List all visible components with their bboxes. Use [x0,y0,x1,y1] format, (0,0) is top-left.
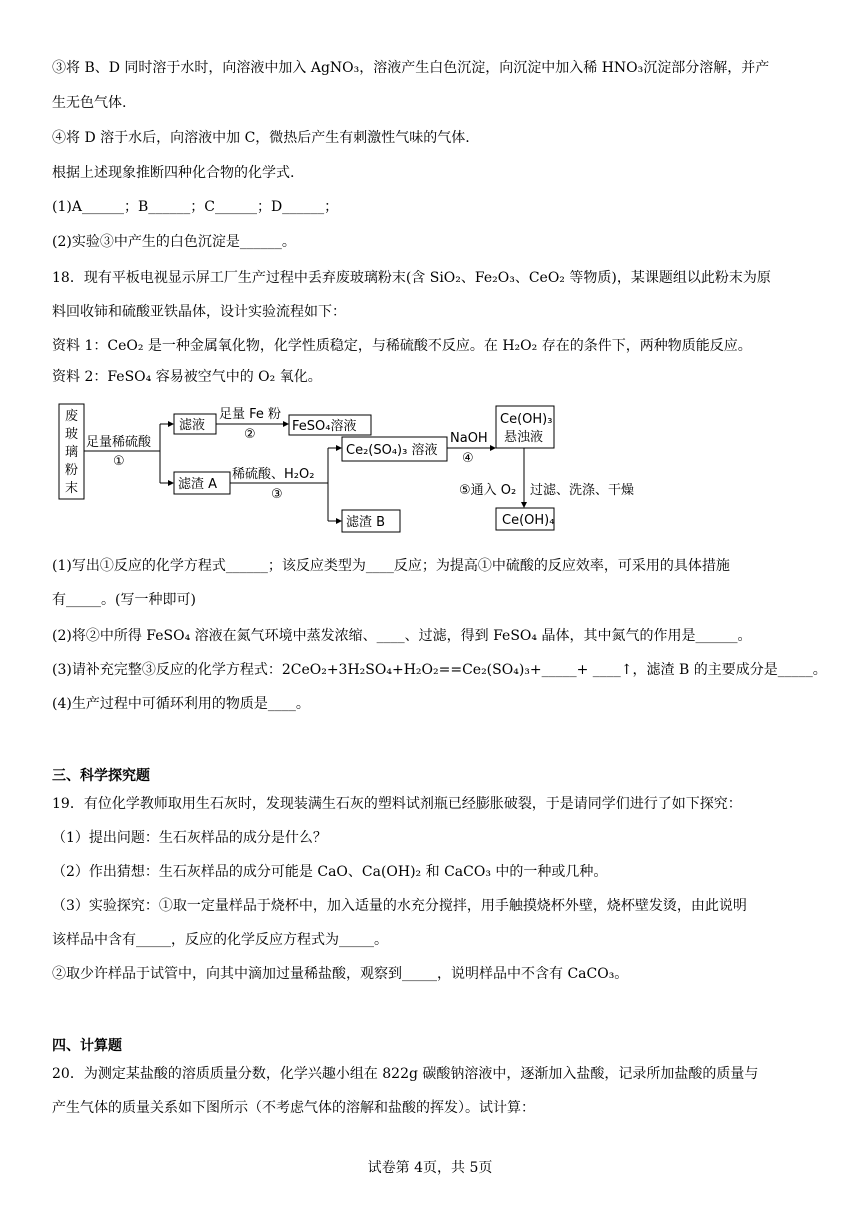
step2-number: ② [244,427,256,442]
text-line: (1)A______；B______；C______；D______； [52,199,339,215]
start-char: 废 [65,409,79,424]
section-title-3: 三、科学探究题 [52,768,150,784]
filtrate-text: 滤液 [179,418,206,433]
step5-operations: 过滤、洗涤、干燥 [530,483,635,498]
text-line: ④将 D 溶于水后，向溶液中加 C，微热后产生有刺激性气味的气体. [52,130,470,146]
question-18-part-3: (3)请补充完整③反应的化学方程式：2CeO₂+3H₂SO₄+H₂O₂==Ce₂(SO₄)₃+_____+ ____↑，滤渣 B 的主要成分是_____。 [52,662,827,678]
question-18-part-1: (1)写出①反应的化学方程式______；该反应类型为____反应；为提高①中硫酸的反应效率，可采用的具体措施 [52,558,730,574]
text-line: 生无色气体. [52,95,127,111]
ce2so4-text: Ce₂(SO₄)₃ 溶液 [346,443,438,458]
residue-b-text: 滤渣 B [346,515,386,530]
text-line: （3）实验探究：①取一定量样品于烧杯中，加入适量的水充分搅拌，用手触摸烧杯外壁，烧杯壁发烫，由此说明 [52,898,747,914]
step3-number: ③ [271,487,283,502]
text-line: 料回收铈和硫酸亚铁晶体，设计实验流程如下： [52,304,346,320]
step2-label: 足量 Fe 粉 [219,407,282,422]
step4-label: NaOH [450,431,488,446]
start-char: 璃 [65,445,79,460]
text-line: (2)实验③中产生的白色沉淀是______。 [52,234,296,250]
text-line: 有_____。(写一种即可) [52,592,196,608]
text-line: 根据上述现象推断四种化合物的化学式. [52,165,295,181]
feso4-text: FeSO₄溶液 [292,419,357,434]
text-line: ②取少许样品于试管中，向其中滴加过量稀盐酸，观察到_____，说明样品中不含有 CaCO₃。 [52,966,629,982]
flow-chart [52,398,672,538]
start-char: 粉 [65,463,79,478]
step1-label: 足量稀硫酸 [86,435,152,450]
ceoh4-text: Ce(OH)₄ [502,513,555,528]
question-19-stem: 19．有位化学教师取用生石灰时，发现装满生石灰的塑料试剂瓶已经膨胀破裂，于是请同学们进行了如下探究： [52,796,742,812]
text-line: 该样品中含有_____，反应的化学反应方程式为_____。 [52,932,388,948]
reference-2: 资料 2：FeSO₄ 容易被空气中的 O₂ 氧化。 [52,369,322,385]
ceoh3-text: Ce(OH)₃ [500,412,553,427]
question-18-part-4: (4)生产过程中可循环利用的物质是____。 [52,696,310,712]
step4-number: ④ [462,451,474,466]
text-line: （1）提出问题：生石灰样品的成分是什么？ [52,830,327,846]
question-18-part-2: (2)将②中所得 FeSO₄ 溶液在氮气环境中蒸发浓缩、____、过滤，得到 FeSO₄ 晶体，其中氮气的作用是______。 [52,628,752,644]
text-line: 产生气体的质量关系如下图所示（不考虑气体的溶解和盐酸的挥发）。试计算： [52,1100,535,1116]
start-char: 末 [65,481,79,496]
text-line: （2）作出猜想：生石灰样品的成分可能是 CaO、Ca(OH)₂ 和 CaCO₃ 中的一种或几种。 [52,864,608,880]
step1-number: ① [113,454,125,469]
question-20-stem: 20．为测定某盐酸的溶质质量分数，化学兴趣小组在 822g 碳酸钠溶液中，逐渐加入盐酸，记录所加盐酸的质量与 [52,1066,759,1082]
text-line: ③将 B、D 同时溶于水时，向溶液中加入 AgNO₃，溶液产生白色沉淀，向沉淀中加入稀 HNO₃沉淀部分溶解，并产 [52,60,770,76]
residue-a-text: 滤渣 A [178,477,218,492]
ceoh3-suspension-text: 悬浊液 [504,430,544,445]
section-title-4: 四、计算题 [52,1038,122,1054]
page-footer: 试卷第 4页，共 5页 [367,1160,493,1176]
reference-1: 资料 1：CeO₂ 是一种金属氧化物，化学性质稳定，与稀硫酸不反应。在 H₂O₂ 存在的条件下，两种物质能反应。 [52,338,752,354]
question-18-stem: 18．现有平板电视显示屏工厂生产过程中丢弃废玻璃粉末(含 SiO₂、Fe₂O₃、CeO₂ 等物质)，某课题组以此粉末为原 [52,270,771,286]
step5-label: ⑤通入 O₂ [459,483,517,498]
start-char: 玻 [65,427,79,442]
step3-label: 稀硫酸、H₂O₂ [232,467,315,482]
